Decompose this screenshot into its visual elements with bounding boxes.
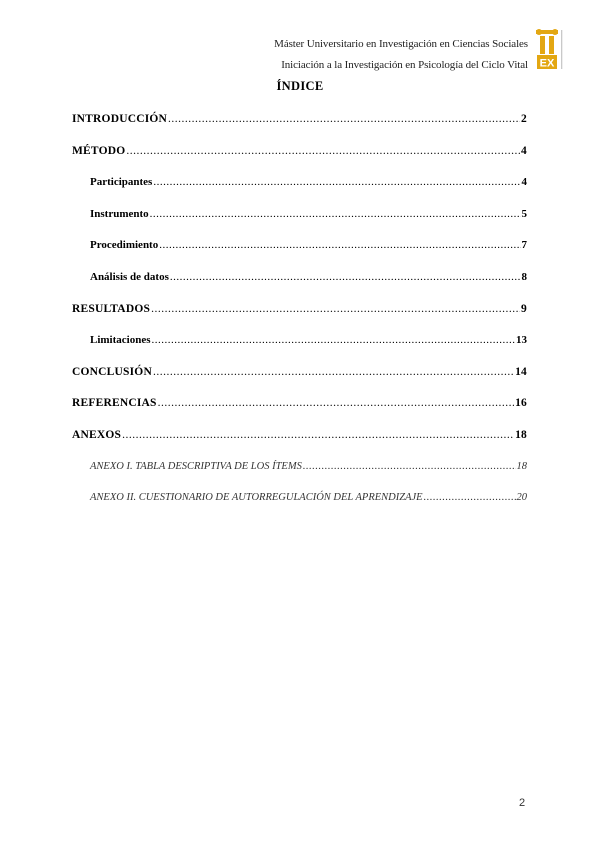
toc-entry-label: Procedimiento	[90, 239, 159, 252]
toc-entry-page: 5	[521, 207, 527, 220]
toc-entry-page: 16	[515, 397, 527, 410]
header-course-title: Iniciación a la Investigación en Psicología del Ciclo Vital	[281, 59, 528, 71]
toc-entry-page: 14	[515, 365, 527, 378]
toc-entry-label: MÉTODO	[72, 144, 126, 157]
toc-entry-conclusion[interactable]	[72, 362, 527, 394]
toc-entry-label: INTRODUCCIÓN	[72, 113, 168, 125]
toc-entry-referencias[interactable]	[72, 393, 527, 425]
toc-entry-anexo-ii[interactable]	[72, 488, 527, 520]
table-of-contents	[72, 109, 527, 520]
toc-entry-page: 4	[521, 144, 527, 157]
page-header	[274, 34, 528, 76]
toc-entry-instrumento[interactable]	[72, 204, 527, 236]
toc-entry-label: RESULTADOS	[72, 302, 151, 315]
toc-entry-page: 13	[516, 334, 527, 347]
toc-entry-limitaciones[interactable]	[72, 330, 527, 362]
toc-title: ÍNDICE	[276, 79, 324, 93]
toc-entry-page: 20	[516, 492, 527, 504]
toc-entry-procedimiento[interactable]	[72, 235, 527, 267]
toc-entry-participantes[interactable]	[72, 172, 527, 204]
toc-entry-page: 8	[521, 270, 527, 283]
toc-entry-label: Análisis de datos	[90, 270, 169, 283]
toc-entry-label: CONCLUSIÓN	[72, 365, 152, 378]
toc-entry-label: ANEXO I. TABLA DESCRIPTIVA DE LOS ÍTEMS	[90, 460, 302, 472]
toc-entry-page: 2	[521, 113, 527, 125]
university-columns-logo-icon	[535, 28, 565, 72]
toc-entry-page: 7	[521, 239, 527, 252]
toc-entry-page: 4	[521, 176, 527, 189]
header-master-title: Máster Universitario en Investigación en Ciencias Sociales	[274, 38, 528, 50]
toc-entry-anexo-i[interactable]	[72, 457, 527, 489]
page-number: 2	[519, 797, 526, 809]
toc-entry-label: Participantes	[90, 176, 153, 189]
toc-entry-page: 9	[521, 302, 527, 315]
toc-entry-analisis-de-datos[interactable]	[72, 267, 527, 299]
toc-entry-label: REFERENCIAS	[72, 397, 157, 410]
toc-entry-label: Instrumento	[90, 207, 149, 220]
toc-entry-page: 18	[515, 428, 527, 441]
toc-entry-label: ANEXO II. CUESTIONARIO DE AUTORREGULACIÓN DEL APRENDIZAJE	[90, 492, 423, 504]
toc-entry-resultados[interactable]	[72, 299, 527, 331]
toc-entry-page: 18	[516, 460, 527, 472]
toc-entry-anexos[interactable]	[72, 425, 527, 457]
toc-entry-introduccion[interactable]	[72, 109, 527, 141]
toc-entry-label: Limitaciones	[90, 334, 151, 347]
logo-text: EX	[539, 57, 555, 70]
toc-entry-metodo[interactable]	[72, 141, 527, 173]
toc-entry-label: ANEXOS	[72, 428, 122, 441]
